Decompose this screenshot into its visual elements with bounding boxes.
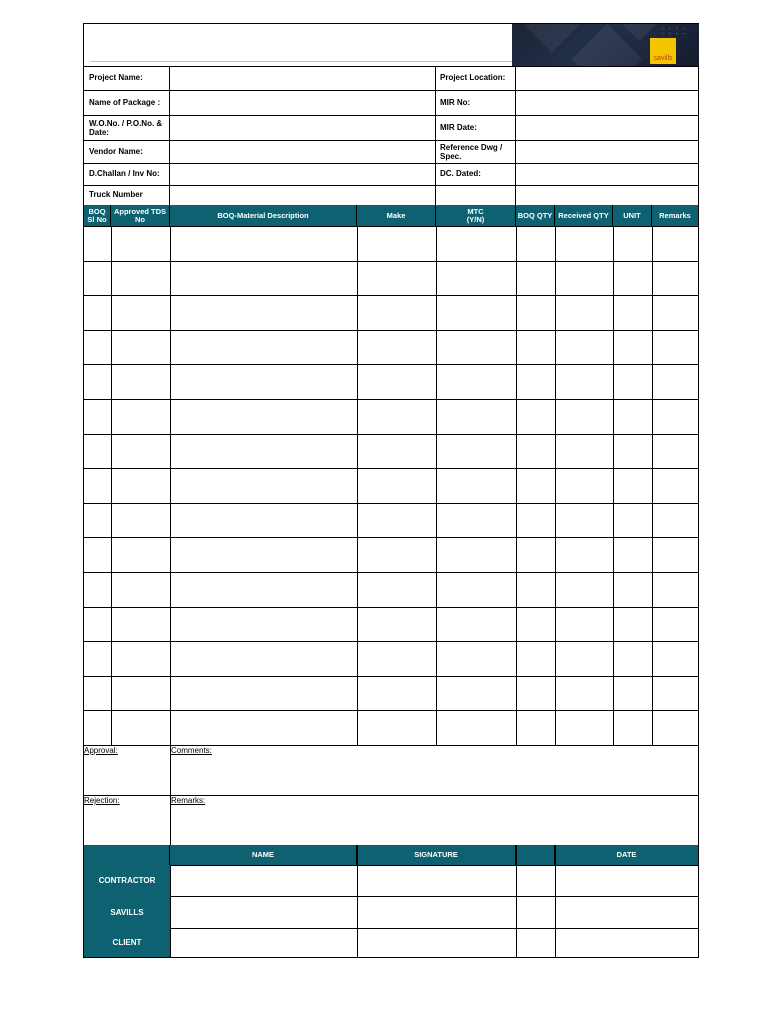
signoff-signature-header: SIGNATURE <box>357 845 516 865</box>
vendor-name-label: Vendor Name: <box>89 147 143 156</box>
project-location-label: Project Location: <box>440 73 506 82</box>
col-approved-tds-header: Approved TDS No <box>111 205 170 226</box>
table-row <box>84 572 698 573</box>
table-row <box>84 364 698 365</box>
table-row <box>84 399 698 400</box>
col-remarks-header: Remarks <box>652 205 698 226</box>
rejection-label: Rejection: <box>84 796 120 805</box>
table-row <box>84 503 698 504</box>
col-boq-sl-header: BOQ Sl No <box>84 205 111 226</box>
dchallan-label: D.Challan / Inv No: <box>89 169 160 178</box>
table-row <box>84 710 698 711</box>
table-row <box>84 641 698 642</box>
mir-no-label: MIR No: <box>440 98 471 107</box>
table-row <box>84 676 698 677</box>
role-client: CLIENT <box>84 928 170 957</box>
logo-banner <box>512 24 699 66</box>
truck-number-label: Truck Number <box>89 190 143 199</box>
col-unit-header: UNIT <box>613 205 652 226</box>
table-row <box>84 434 698 435</box>
table-row <box>84 261 698 262</box>
comments-label: Comments: <box>171 746 212 755</box>
project-name-label: Project Name: <box>89 73 143 82</box>
logo-dots: · · · · · · · · <box>662 26 687 37</box>
col-description-header: BOQ-Material Description <box>170 205 357 226</box>
signoff-blank-header <box>516 845 555 865</box>
table-row <box>84 468 698 469</box>
dc-dated-label: DC. Dated: <box>440 169 481 178</box>
col-make-header: Make <box>357 205 436 226</box>
table-row <box>84 295 698 296</box>
wo-po-label: W.O.No. / P.O.No. & Date: <box>89 119 163 137</box>
reference-dwg-label: Reference Dwg / Spec. <box>440 143 503 161</box>
table-row <box>84 607 698 608</box>
package-name-label: Name of Package : <box>89 98 161 107</box>
material-inspection-form <box>83 23 699 958</box>
approval-label: Approval: <box>84 746 118 755</box>
role-savills: SAVILLS <box>84 896 170 928</box>
savills-logo: savills <box>650 38 676 64</box>
signoff-name-header: NAME <box>170 845 357 865</box>
mir-date-label: MIR Date: <box>440 123 477 132</box>
col-boq-qty-header: BOQ QTY <box>516 205 555 226</box>
col-received-qty-header: Received QTY <box>555 205 613 226</box>
table-row <box>84 537 698 538</box>
table-row <box>84 330 698 331</box>
col-mtc-header: MTC (Y/N) <box>436 205 516 226</box>
remarks-label: Remarks: <box>171 796 206 805</box>
role-contractor: CONTRACTOR <box>84 865 170 896</box>
signoff-role-header <box>84 845 170 865</box>
signoff-date-header: DATE <box>555 845 698 865</box>
